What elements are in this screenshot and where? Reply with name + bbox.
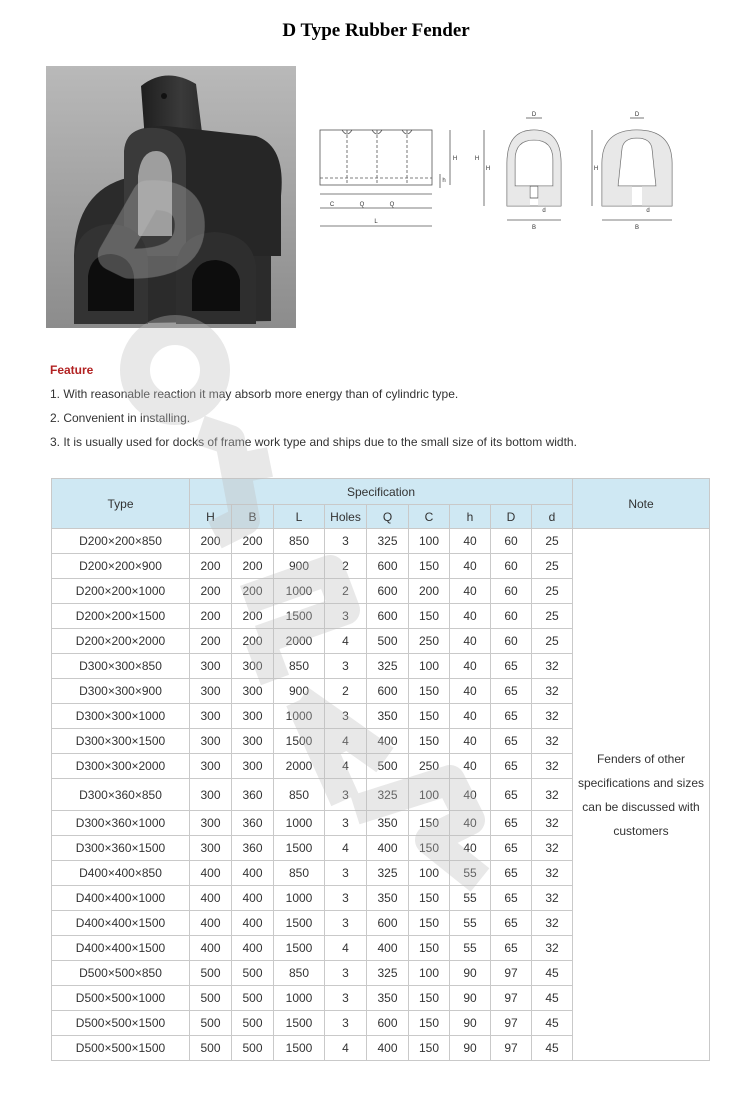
- cell-d: 65: [491, 911, 532, 936]
- cell-h: 40: [450, 836, 491, 861]
- cell-c: 150: [409, 811, 450, 836]
- cell-type: D200×200×1000: [52, 579, 190, 604]
- cell-type: D400×400×1000: [52, 886, 190, 911]
- cell-h: 200: [190, 604, 232, 629]
- cell-holes: 2: [325, 579, 367, 604]
- note-cell: [573, 529, 710, 1061]
- cell-b: 500: [232, 986, 274, 1011]
- cell-h: 300: [190, 704, 232, 729]
- cell-q: 350: [367, 704, 409, 729]
- feature-heading: Feature: [50, 363, 94, 377]
- cell-holes: 4: [325, 936, 367, 961]
- cell-h: 300: [190, 754, 232, 779]
- cell-l: 2000: [274, 629, 325, 654]
- cell-h: 200: [190, 579, 232, 604]
- cell-d: 45: [532, 986, 573, 1011]
- cell-l: 1500: [274, 1011, 325, 1036]
- cell-h: 40: [450, 529, 491, 554]
- cell-h: 400: [190, 861, 232, 886]
- cell-q: 600: [367, 1011, 409, 1036]
- cell-c: 150: [409, 679, 450, 704]
- cell-q: 400: [367, 836, 409, 861]
- cell-c: 150: [409, 886, 450, 911]
- cell-h: 200: [190, 629, 232, 654]
- cell-c: 150: [409, 986, 450, 1011]
- note-line: customers: [613, 823, 669, 838]
- cell-type: D300×300×850: [52, 654, 190, 679]
- cell-h: 200: [190, 529, 232, 554]
- cell-d: 65: [491, 754, 532, 779]
- cell-holes: 3: [325, 811, 367, 836]
- cell-holes: 4: [325, 754, 367, 779]
- cell-h: 300: [190, 729, 232, 754]
- cell-type: D500×500×1500: [52, 1011, 190, 1036]
- cell-c: 150: [409, 729, 450, 754]
- header-col-q: Q: [367, 505, 409, 529]
- label-D-sec2: D: [634, 112, 640, 118]
- cell-h: 40: [450, 554, 491, 579]
- cell-l: 1500: [274, 729, 325, 754]
- cell-h: 40: [450, 579, 491, 604]
- cell-q: 400: [367, 1036, 409, 1061]
- cell-type: D300×360×850: [52, 779, 190, 811]
- cell-l: 850: [274, 961, 325, 986]
- cell-c: 100: [409, 779, 450, 811]
- cell-d: 32: [532, 911, 573, 936]
- cell-type: D300×300×2000: [52, 754, 190, 779]
- cell-l: 1500: [274, 836, 325, 861]
- cell-h: 40: [450, 654, 491, 679]
- cell-c: 150: [409, 1011, 450, 1036]
- cell-h: 400: [190, 911, 232, 936]
- cell-holes: 3: [325, 911, 367, 936]
- label-h-side: h: [442, 178, 446, 184]
- cell-b: 300: [232, 729, 274, 754]
- cell-d: 60: [491, 604, 532, 629]
- cell-h: 500: [190, 1011, 232, 1036]
- label-d-sec1: d: [542, 208, 546, 214]
- label-D-sec1: D: [531, 112, 537, 118]
- label-B-sec1: B: [531, 225, 537, 231]
- note-line: specifications and sizes: [577, 775, 705, 790]
- technical-drawing: [312, 108, 692, 233]
- cell-d: 32: [532, 811, 573, 836]
- cell-c: 200: [409, 579, 450, 604]
- cell-b: 200: [232, 579, 274, 604]
- label-Q1-side: Q: [359, 202, 365, 208]
- cell-h: 90: [450, 1036, 491, 1061]
- cell-holes: 3: [325, 986, 367, 1011]
- cell-q: 325: [367, 779, 409, 811]
- cell-b: 360: [232, 836, 274, 861]
- cell-d: 32: [532, 729, 573, 754]
- cell-d: 25: [532, 629, 573, 654]
- cell-h: 400: [190, 936, 232, 961]
- cell-d: 45: [532, 1011, 573, 1036]
- cell-q: 325: [367, 654, 409, 679]
- cell-d: 32: [532, 654, 573, 679]
- cell-d: 60: [491, 629, 532, 654]
- cell-d: 32: [532, 704, 573, 729]
- header-col-holes: Holes: [325, 505, 367, 529]
- cell-c: 150: [409, 604, 450, 629]
- cell-d: 60: [491, 529, 532, 554]
- label-H-sec1: H: [485, 166, 491, 172]
- note-line: Fenders of other: [596, 751, 686, 766]
- cell-b: 200: [232, 554, 274, 579]
- cell-l: 850: [274, 779, 325, 811]
- cell-c: 100: [409, 861, 450, 886]
- cell-d: 65: [491, 836, 532, 861]
- cell-c: 100: [409, 529, 450, 554]
- cell-b: 500: [232, 961, 274, 986]
- cell-d: 25: [532, 604, 573, 629]
- feature-item-3: 3. It is usually used for docks of frame work type and ships due to the small size of its bottom width.: [50, 435, 577, 449]
- cell-d: 60: [491, 579, 532, 604]
- label-H-sec2: H: [593, 166, 599, 172]
- cell-type: D200×200×850: [52, 529, 190, 554]
- cell-b: 360: [232, 779, 274, 811]
- cell-d: 65: [491, 679, 532, 704]
- cell-h: 55: [450, 911, 491, 936]
- cell-l: 1000: [274, 986, 325, 1011]
- label-C-side: C: [329, 202, 335, 208]
- cell-type: D200×200×2000: [52, 629, 190, 654]
- cell-holes: 4: [325, 729, 367, 754]
- cell-b: 400: [232, 911, 274, 936]
- cell-c: 150: [409, 911, 450, 936]
- cell-d: 97: [491, 1036, 532, 1061]
- cell-d: 65: [491, 654, 532, 679]
- cell-b: 200: [232, 604, 274, 629]
- cell-q: 600: [367, 911, 409, 936]
- cell-h: 500: [190, 1036, 232, 1061]
- cell-c: 100: [409, 654, 450, 679]
- cell-holes: 3: [325, 886, 367, 911]
- cell-holes: 2: [325, 679, 367, 704]
- cell-type: D400×400×1500: [52, 936, 190, 961]
- cell-q: 350: [367, 811, 409, 836]
- cell-holes: 3: [325, 779, 367, 811]
- header-col-d: d: [532, 505, 573, 529]
- cell-c: 150: [409, 936, 450, 961]
- cell-d: 32: [532, 886, 573, 911]
- cell-d: 45: [532, 1036, 573, 1061]
- label-H-side-1: H: [452, 156, 458, 162]
- cell-q: 600: [367, 604, 409, 629]
- cell-holes: 4: [325, 629, 367, 654]
- cell-c: 150: [409, 554, 450, 579]
- cell-holes: 3: [325, 861, 367, 886]
- cell-b: 400: [232, 886, 274, 911]
- cell-h: 40: [450, 604, 491, 629]
- cell-l: 1500: [274, 936, 325, 961]
- cell-type: D300×360×1000: [52, 811, 190, 836]
- cell-type: D400×400×1500: [52, 911, 190, 936]
- cell-l: 850: [274, 529, 325, 554]
- cell-b: 300: [232, 654, 274, 679]
- cell-h: 200: [190, 554, 232, 579]
- cell-type: D200×200×900: [52, 554, 190, 579]
- header-col-h: H: [190, 505, 232, 529]
- header-col-c: C: [409, 505, 450, 529]
- header-specification: Specification: [190, 479, 573, 505]
- cell-holes: 4: [325, 836, 367, 861]
- cell-q: 400: [367, 729, 409, 754]
- cell-d: 32: [532, 861, 573, 886]
- cell-q: 350: [367, 986, 409, 1011]
- cell-d: 32: [532, 779, 573, 811]
- cell-b: 300: [232, 754, 274, 779]
- cell-l: 1000: [274, 886, 325, 911]
- cell-l: 900: [274, 679, 325, 704]
- cell-l: 850: [274, 654, 325, 679]
- cell-type: D300×300×1500: [52, 729, 190, 754]
- cell-b: 200: [232, 629, 274, 654]
- cell-c: 250: [409, 629, 450, 654]
- cell-type: D300×360×1500: [52, 836, 190, 861]
- cell-type: D500×500×850: [52, 961, 190, 986]
- cell-h: 55: [450, 861, 491, 886]
- cell-c: 150: [409, 1036, 450, 1061]
- cell-c: 250: [409, 754, 450, 779]
- cell-d: 32: [532, 679, 573, 704]
- cell-holes: 3: [325, 961, 367, 986]
- cell-h: 90: [450, 961, 491, 986]
- cell-q: 500: [367, 754, 409, 779]
- label-H-side-2: H: [474, 156, 480, 162]
- cell-h: 40: [450, 779, 491, 811]
- cell-type: D300×300×900: [52, 679, 190, 704]
- cell-b: 300: [232, 704, 274, 729]
- cell-d: 97: [491, 1011, 532, 1036]
- cell-c: 100: [409, 961, 450, 986]
- cell-q: 400: [367, 936, 409, 961]
- header-col-h: h: [450, 505, 491, 529]
- feature-item-1: 1. With reasonable reaction it may absorb more energy than of cylindric type.: [50, 387, 459, 401]
- cell-h: 300: [190, 811, 232, 836]
- cell-d: 25: [532, 554, 573, 579]
- cell-c: 150: [409, 704, 450, 729]
- cell-h: 90: [450, 1011, 491, 1036]
- cell-q: 350: [367, 886, 409, 911]
- fender-photo: [46, 66, 296, 328]
- cell-l: 1000: [274, 811, 325, 836]
- page-title: D Type Rubber Fender: [282, 20, 470, 41]
- label-B-sec2: B: [634, 225, 640, 231]
- cell-b: 500: [232, 1011, 274, 1036]
- cell-d: 65: [491, 886, 532, 911]
- cell-l: 1000: [274, 579, 325, 604]
- cell-d: 32: [532, 836, 573, 861]
- cell-holes: 3: [325, 604, 367, 629]
- cell-q: 600: [367, 554, 409, 579]
- label-d-sec2: d: [646, 208, 650, 214]
- cell-type: D200×200×1500: [52, 604, 190, 629]
- cell-q: 600: [367, 579, 409, 604]
- cell-h: 40: [450, 729, 491, 754]
- cell-type: D400×400×850: [52, 861, 190, 886]
- cell-h: 500: [190, 986, 232, 1011]
- cell-h: 300: [190, 679, 232, 704]
- cell-l: 850: [274, 861, 325, 886]
- cell-h: 500: [190, 961, 232, 986]
- cell-d: 25: [532, 529, 573, 554]
- cell-d: 65: [491, 811, 532, 836]
- cell-l: 900: [274, 554, 325, 579]
- header-col-b: B: [232, 505, 274, 529]
- cell-h: 300: [190, 654, 232, 679]
- cell-type: D500×500×1000: [52, 986, 190, 1011]
- cell-b: 360: [232, 811, 274, 836]
- cell-d: 65: [491, 729, 532, 754]
- cell-holes: 3: [325, 704, 367, 729]
- cell-holes: 3: [325, 654, 367, 679]
- cell-h: 400: [190, 886, 232, 911]
- cell-d: 25: [532, 579, 573, 604]
- label-Q2-side: Q: [389, 202, 395, 208]
- cell-b: 400: [232, 861, 274, 886]
- cell-h: 300: [190, 836, 232, 861]
- header-type: Type: [52, 479, 190, 529]
- feature-item-2: 2. Convenient in installing.: [50, 411, 191, 425]
- cell-c: 150: [409, 836, 450, 861]
- spec-table: [51, 478, 710, 1061]
- cell-h: 40: [450, 679, 491, 704]
- label-L-side: L: [374, 219, 378, 225]
- cell-d: 65: [491, 704, 532, 729]
- cell-h: 300: [190, 779, 232, 811]
- cell-l: 1500: [274, 911, 325, 936]
- cell-h: 40: [450, 704, 491, 729]
- header-note: Note: [573, 479, 710, 529]
- cell-h: 40: [450, 811, 491, 836]
- note-line: can be discussed with: [582, 799, 700, 814]
- cell-h: 40: [450, 754, 491, 779]
- cell-holes: 4: [325, 1036, 367, 1061]
- cell-l: 1500: [274, 1036, 325, 1061]
- cell-l: 1000: [274, 704, 325, 729]
- cell-h: 55: [450, 936, 491, 961]
- cell-d: 45: [532, 961, 573, 986]
- cell-q: 600: [367, 679, 409, 704]
- cell-type: D300×300×1000: [52, 704, 190, 729]
- cell-d: 32: [532, 754, 573, 779]
- cell-b: 500: [232, 1036, 274, 1061]
- cell-d: 65: [491, 861, 532, 886]
- cell-q: 325: [367, 861, 409, 886]
- cell-q: 500: [367, 629, 409, 654]
- cell-d: 32: [532, 936, 573, 961]
- cell-type: D500×500×1500: [52, 1036, 190, 1061]
- cell-d: 60: [491, 554, 532, 579]
- cell-l: 2000: [274, 754, 325, 779]
- cell-q: 325: [367, 961, 409, 986]
- cell-d: 65: [491, 779, 532, 811]
- cell-holes: 3: [325, 1011, 367, 1036]
- cell-h: 40: [450, 629, 491, 654]
- cell-l: 1500: [274, 604, 325, 629]
- cell-d: 65: [491, 936, 532, 961]
- header-col-l: L: [274, 505, 325, 529]
- cell-b: 300: [232, 679, 274, 704]
- header-col-d: D: [491, 505, 532, 529]
- cell-h: 90: [450, 986, 491, 1011]
- cell-b: 200: [232, 529, 274, 554]
- cell-holes: 3: [325, 529, 367, 554]
- cell-holes: 2: [325, 554, 367, 579]
- cell-d: 97: [491, 986, 532, 1011]
- cell-b: 400: [232, 936, 274, 961]
- cell-d: 97: [491, 961, 532, 986]
- cell-h: 55: [450, 886, 491, 911]
- table-row: [52, 529, 710, 554]
- cell-q: 325: [367, 529, 409, 554]
